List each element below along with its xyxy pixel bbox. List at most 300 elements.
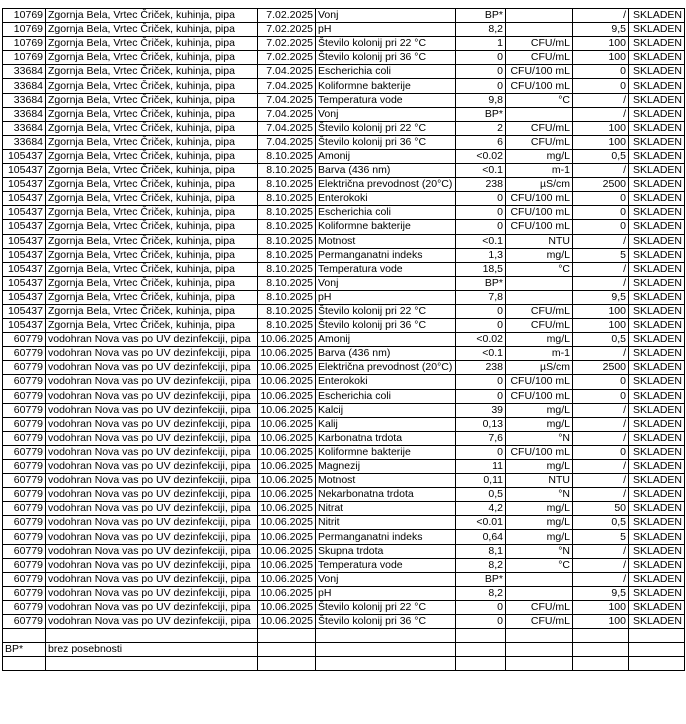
location-cell: vodohran Nova vas po UV dezinfekciji, pipa — [46, 502, 258, 516]
status-cell: SKLADEN — [629, 375, 685, 389]
unit-cell — [506, 586, 573, 600]
unit-cell — [506, 23, 573, 37]
sample-id-cell: 105437 — [3, 319, 46, 333]
parameter-cell: Temperatura vode — [316, 262, 456, 276]
status-cell: SKLADEN — [629, 600, 685, 614]
parameter-cell: Število kolonij pri 36 °C — [316, 615, 456, 629]
limit-value-cell: 0,5 — [573, 149, 629, 163]
status-cell: SKLADEN — [629, 431, 685, 445]
status-cell: SKLADEN — [629, 586, 685, 600]
unit-cell: °N — [506, 544, 573, 558]
table-row — [3, 93, 685, 107]
location-cell: Zgornja Bela, Vrtec Čriček, kuhinja, pipa — [46, 248, 258, 262]
sample-id-cell: 105437 — [3, 220, 46, 234]
status-cell: SKLADEN — [629, 290, 685, 304]
status-cell: SKLADEN — [629, 178, 685, 192]
table-row — [3, 276, 685, 290]
legend-row — [3, 643, 685, 657]
sample-date-cell: 7.04.2025 — [258, 79, 316, 93]
sample-id-cell: 105437 — [3, 178, 46, 192]
location-cell: vodohran Nova vas po UV dezinfekciji, pipa — [46, 375, 258, 389]
unit-cell: °C — [506, 262, 573, 276]
limit-value-cell: / — [573, 262, 629, 276]
result-value-cell: BP* — [456, 107, 506, 121]
parameter-cell: Amonij — [316, 149, 456, 163]
location-cell: Zgornja Bela, Vrtec Čriček, kuhinja, pipa — [46, 79, 258, 93]
parameter-cell: Vonj — [316, 107, 456, 121]
limit-value-cell: / — [573, 9, 629, 23]
unit-cell: mg/L — [506, 530, 573, 544]
parameter-cell: Število kolonij pri 22 °C — [316, 600, 456, 614]
location-cell: Zgornja Bela, Vrtec Čriček, kuhinja, pipa — [46, 65, 258, 79]
unit-cell: CFU/mL — [506, 304, 573, 318]
parameter-cell: Nitrat — [316, 502, 456, 516]
parameter-cell: Escherichia coli — [316, 65, 456, 79]
parameter-cell: Motnost — [316, 474, 456, 488]
sample-date-cell: 7.04.2025 — [258, 65, 316, 79]
sample-date-cell: 8.10.2025 — [258, 149, 316, 163]
parameter-cell: Escherichia coli — [316, 206, 456, 220]
result-value-cell: 4,2 — [456, 502, 506, 516]
result-value-cell: <0.1 — [456, 164, 506, 178]
sample-id-cell: 105437 — [3, 262, 46, 276]
sample-id-cell: 60779 — [3, 488, 46, 502]
status-cell: SKLADEN — [629, 389, 685, 403]
status-cell: SKLADEN — [629, 206, 685, 220]
sample-date-cell: 8.10.2025 — [258, 248, 316, 262]
sample-date-cell: 10.06.2025 — [258, 572, 316, 586]
sample-id-cell: 10769 — [3, 37, 46, 51]
result-value-cell: 0 — [456, 79, 506, 93]
unit-cell: °N — [506, 431, 573, 445]
sample-id-cell: 105437 — [3, 234, 46, 248]
parameter-cell: Nekarbonatna trdota — [316, 488, 456, 502]
table-row — [3, 51, 685, 65]
status-cell: SKLADEN — [629, 65, 685, 79]
result-value-cell: 7,6 — [456, 431, 506, 445]
result-value-cell: 8,1 — [456, 544, 506, 558]
parameter-cell: pH — [316, 23, 456, 37]
status-cell: SKLADEN — [629, 361, 685, 375]
table-row — [3, 417, 685, 431]
limit-value-cell: 100 — [573, 304, 629, 318]
result-value-cell: 9,8 — [456, 93, 506, 107]
sample-date-cell: 10.06.2025 — [258, 361, 316, 375]
unit-cell — [506, 276, 573, 290]
status-cell: SKLADEN — [629, 516, 685, 530]
table-row — [3, 206, 685, 220]
sample-id-cell: 60779 — [3, 417, 46, 431]
limit-value-cell: / — [573, 488, 629, 502]
sample-id-cell: 33684 — [3, 79, 46, 93]
table-row — [3, 361, 685, 375]
status-cell: SKLADEN — [629, 192, 685, 206]
sample-id-cell: 105437 — [3, 206, 46, 220]
unit-cell: CFU/mL — [506, 615, 573, 629]
result-value-cell: 0 — [456, 304, 506, 318]
location-cell: vodohran Nova vas po UV dezinfekciji, pipa — [46, 488, 258, 502]
sample-date-cell: 10.06.2025 — [258, 460, 316, 474]
unit-cell — [506, 572, 573, 586]
sample-date-cell: 8.10.2025 — [258, 178, 316, 192]
limit-value-cell: / — [573, 558, 629, 572]
results-body — [3, 9, 685, 629]
result-value-cell: 8,2 — [456, 586, 506, 600]
parameter-cell: Število kolonij pri 22 °C — [316, 37, 456, 51]
sample-id-cell: 105437 — [3, 304, 46, 318]
blank-row — [3, 657, 685, 671]
status-cell: SKLADEN — [629, 558, 685, 572]
result-value-cell: 0,11 — [456, 474, 506, 488]
status-cell: SKLADEN — [629, 9, 685, 23]
status-cell: SKLADEN — [629, 530, 685, 544]
parameter-cell: Nitrit — [316, 516, 456, 530]
status-cell: SKLADEN — [629, 93, 685, 107]
limit-value-cell: 0 — [573, 192, 629, 206]
status-cell: SKLADEN — [629, 488, 685, 502]
unit-cell: NTU — [506, 234, 573, 248]
result-value-cell: 0 — [456, 375, 506, 389]
sample-id-cell: 60779 — [3, 615, 46, 629]
sample-date-cell: 8.10.2025 — [258, 290, 316, 304]
status-cell: SKLADEN — [629, 164, 685, 178]
limit-value-cell: 0 — [573, 445, 629, 459]
sample-id-cell: 60779 — [3, 600, 46, 614]
sample-id-cell: 33684 — [3, 93, 46, 107]
parameter-cell: Escherichia coli — [316, 389, 456, 403]
status-cell: SKLADEN — [629, 107, 685, 121]
sample-date-cell: 7.04.2025 — [258, 135, 316, 149]
sample-date-cell: 8.10.2025 — [258, 262, 316, 276]
limit-value-cell: 5 — [573, 248, 629, 262]
sample-id-cell: 10769 — [3, 23, 46, 37]
sample-date-cell: 7.02.2025 — [258, 9, 316, 23]
sample-date-cell: 10.06.2025 — [258, 347, 316, 361]
table-row — [3, 192, 685, 206]
unit-cell: CFU/mL — [506, 319, 573, 333]
unit-cell: CFU/100 mL — [506, 65, 573, 79]
table-row — [3, 248, 685, 262]
sample-id-cell: 60779 — [3, 445, 46, 459]
limit-value-cell: 0 — [573, 206, 629, 220]
table-row — [3, 9, 685, 23]
status-cell: SKLADEN — [629, 276, 685, 290]
status-cell: SKLADEN — [629, 79, 685, 93]
status-cell: SKLADEN — [629, 149, 685, 163]
sample-date-cell: 8.10.2025 — [258, 234, 316, 248]
location-cell: vodohran Nova vas po UV dezinfekciji, pipa — [46, 417, 258, 431]
status-cell: SKLADEN — [629, 304, 685, 318]
unit-cell: CFU/100 mL — [506, 192, 573, 206]
result-value-cell: 238 — [456, 361, 506, 375]
sample-id-cell: 33684 — [3, 65, 46, 79]
limit-value-cell: / — [573, 474, 629, 488]
limit-value-cell: 0 — [573, 389, 629, 403]
location-cell: Zgornja Bela, Vrtec Čriček, kuhinja, pipa — [46, 107, 258, 121]
table-row — [3, 347, 685, 361]
unit-cell — [506, 9, 573, 23]
location-cell: vodohran Nova vas po UV dezinfekciji, pipa — [46, 474, 258, 488]
sample-id-cell: 60779 — [3, 375, 46, 389]
location-cell: vodohran Nova vas po UV dezinfekciji, pipa — [46, 361, 258, 375]
location-cell: vodohran Nova vas po UV dezinfekciji, pipa — [46, 530, 258, 544]
status-cell: SKLADEN — [629, 474, 685, 488]
unit-cell: m-1 — [506, 347, 573, 361]
limit-value-cell: 0,5 — [573, 516, 629, 530]
sample-date-cell: 8.10.2025 — [258, 192, 316, 206]
limit-value-cell: 2500 — [573, 178, 629, 192]
sample-date-cell: 10.06.2025 — [258, 445, 316, 459]
parameter-cell: Enterokoki — [316, 192, 456, 206]
table-row — [3, 460, 685, 474]
table-row — [3, 178, 685, 192]
result-value-cell: 0 — [456, 615, 506, 629]
status-cell: SKLADEN — [629, 417, 685, 431]
status-cell: SKLADEN — [629, 319, 685, 333]
limit-value-cell: / — [573, 544, 629, 558]
result-value-cell: BP* — [456, 572, 506, 586]
location-cell: Zgornja Bela, Vrtec Čriček, kuhinja, pipa — [46, 319, 258, 333]
status-cell: SKLADEN — [629, 51, 685, 65]
sample-id-cell: 10769 — [3, 51, 46, 65]
unit-cell: °C — [506, 93, 573, 107]
sample-date-cell: 10.06.2025 — [258, 586, 316, 600]
location-cell: Zgornja Bela, Vrtec Čriček, kuhinja, pipa — [46, 135, 258, 149]
location-cell: Zgornja Bela, Vrtec Čriček, kuhinja, pipa — [46, 262, 258, 276]
sample-id-cell: 33684 — [3, 121, 46, 135]
unit-cell: CFU/mL — [506, 51, 573, 65]
table-row — [3, 431, 685, 445]
sample-id-cell: 60779 — [3, 389, 46, 403]
result-value-cell: 0 — [456, 192, 506, 206]
result-value-cell: 2 — [456, 121, 506, 135]
limit-value-cell: 9,5 — [573, 586, 629, 600]
parameter-cell: Vonj — [316, 9, 456, 23]
location-cell: vodohran Nova vas po UV dezinfekciji, pipa — [46, 516, 258, 530]
table-row — [3, 445, 685, 459]
status-cell: SKLADEN — [629, 333, 685, 347]
unit-cell: NTU — [506, 474, 573, 488]
result-value-cell: BP* — [456, 276, 506, 290]
limit-value-cell: 2500 — [573, 361, 629, 375]
parameter-cell: pH — [316, 290, 456, 304]
result-value-cell: 8,2 — [456, 558, 506, 572]
table-row — [3, 234, 685, 248]
parameter-cell: Motnost — [316, 234, 456, 248]
table-row — [3, 304, 685, 318]
result-value-cell: 1 — [456, 37, 506, 51]
unit-cell: mg/L — [506, 417, 573, 431]
parameter-cell: Koliformne bakterije — [316, 220, 456, 234]
location-cell: Zgornja Bela, Vrtec Čriček, kuhinja, pipa — [46, 23, 258, 37]
table-row — [3, 544, 685, 558]
table-row — [3, 23, 685, 37]
location-cell: vodohran Nova vas po UV dezinfekciji, pipa — [46, 403, 258, 417]
table-row — [3, 290, 685, 304]
location-cell: Zgornja Bela, Vrtec Čriček, kuhinja, pipa — [46, 220, 258, 234]
parameter-cell: Skupna trdota — [316, 544, 456, 558]
unit-cell: CFU/100 mL — [506, 445, 573, 459]
table-row — [3, 403, 685, 417]
limit-value-cell: 5 — [573, 530, 629, 544]
limit-value-cell: 100 — [573, 615, 629, 629]
status-cell: SKLADEN — [629, 572, 685, 586]
status-cell: SKLADEN — [629, 544, 685, 558]
table-row — [3, 79, 685, 93]
status-cell: SKLADEN — [629, 502, 685, 516]
sample-date-cell: 10.06.2025 — [258, 530, 316, 544]
unit-cell: CFU/mL — [506, 600, 573, 614]
unit-cell — [506, 107, 573, 121]
status-cell: SKLADEN — [629, 615, 685, 629]
sample-id-cell: 60779 — [3, 516, 46, 530]
parameter-cell: Kalcij — [316, 403, 456, 417]
unit-cell: CFU/100 mL — [506, 206, 573, 220]
location-cell: vodohran Nova vas po UV dezinfekciji, pipa — [46, 558, 258, 572]
unit-cell: µS/cm — [506, 178, 573, 192]
unit-cell: mg/L — [506, 333, 573, 347]
result-value-cell: 7,8 — [456, 290, 506, 304]
parameter-cell: Temperatura vode — [316, 93, 456, 107]
sample-date-cell: 10.06.2025 — [258, 375, 316, 389]
result-value-cell: 0 — [456, 600, 506, 614]
limit-value-cell: / — [573, 93, 629, 107]
limit-value-cell: 100 — [573, 600, 629, 614]
location-cell: vodohran Nova vas po UV dezinfekciji, pipa — [46, 600, 258, 614]
sample-date-cell: 10.06.2025 — [258, 333, 316, 347]
result-value-cell: <0.01 — [456, 516, 506, 530]
table-row — [3, 558, 685, 572]
table-row — [3, 586, 685, 600]
sample-date-cell: 10.06.2025 — [258, 389, 316, 403]
status-cell: SKLADEN — [629, 220, 685, 234]
unit-cell: °C — [506, 558, 573, 572]
location-cell: vodohran Nova vas po UV dezinfekciji, pipa — [46, 544, 258, 558]
legend-code: BP* — [3, 643, 46, 657]
result-value-cell: 11 — [456, 460, 506, 474]
sample-id-cell: 60779 — [3, 572, 46, 586]
sample-date-cell: 8.10.2025 — [258, 276, 316, 290]
parameter-cell: Vonj — [316, 276, 456, 290]
table-row — [3, 37, 685, 51]
parameter-cell: Električna prevodnost (20°C) — [316, 178, 456, 192]
status-cell: SKLADEN — [629, 37, 685, 51]
sample-id-cell: 10769 — [3, 9, 46, 23]
sample-id-cell: 60779 — [3, 558, 46, 572]
limit-value-cell: / — [573, 572, 629, 586]
parameter-cell: Temperatura vode — [316, 558, 456, 572]
result-value-cell: 6 — [456, 135, 506, 149]
sample-id-cell: 60779 — [3, 361, 46, 375]
sample-id-cell: 60779 — [3, 333, 46, 347]
unit-cell: µS/cm — [506, 361, 573, 375]
status-cell: SKLADEN — [629, 248, 685, 262]
limit-value-cell: 100 — [573, 319, 629, 333]
parameter-cell: Koliformne bakterije — [316, 445, 456, 459]
limit-value-cell: 0 — [573, 65, 629, 79]
sample-id-cell: 60779 — [3, 544, 46, 558]
sample-id-cell: 60779 — [3, 431, 46, 445]
result-value-cell: 18,5 — [456, 262, 506, 276]
parameter-cell: Število kolonij pri 22 °C — [316, 304, 456, 318]
sample-date-cell: 10.06.2025 — [258, 544, 316, 558]
sample-date-cell: 7.04.2025 — [258, 93, 316, 107]
table-row — [3, 488, 685, 502]
sample-id-cell: 60779 — [3, 403, 46, 417]
location-cell: vodohran Nova vas po UV dezinfekciji, pipa — [46, 586, 258, 600]
limit-value-cell: 9,5 — [573, 23, 629, 37]
limit-value-cell: 50 — [573, 502, 629, 516]
limit-value-cell: / — [573, 347, 629, 361]
blank-row — [3, 629, 685, 643]
unit-cell: CFU/100 mL — [506, 389, 573, 403]
result-value-cell: <0.1 — [456, 347, 506, 361]
location-cell: Zgornja Bela, Vrtec Čriček, kuhinja, pipa — [46, 206, 258, 220]
sample-id-cell: 60779 — [3, 474, 46, 488]
status-cell: SKLADEN — [629, 347, 685, 361]
limit-value-cell: / — [573, 403, 629, 417]
sample-id-cell: 60779 — [3, 530, 46, 544]
location-cell: Zgornja Bela, Vrtec Čriček, kuhinja, pipa — [46, 276, 258, 290]
sample-date-cell: 7.02.2025 — [258, 37, 316, 51]
limit-value-cell: / — [573, 276, 629, 290]
location-cell: Zgornja Bela, Vrtec Čriček, kuhinja, pipa — [46, 178, 258, 192]
limit-value-cell: / — [573, 417, 629, 431]
table-row — [3, 135, 685, 149]
sample-id-cell: 33684 — [3, 135, 46, 149]
unit-cell: CFU/mL — [506, 37, 573, 51]
limit-value-cell: 100 — [573, 51, 629, 65]
status-cell: SKLADEN — [629, 23, 685, 37]
result-value-cell: 0 — [456, 445, 506, 459]
parameter-cell: Kalij — [316, 417, 456, 431]
parameter-cell: pH — [316, 586, 456, 600]
result-value-cell: 0,64 — [456, 530, 506, 544]
location-cell: vodohran Nova vas po UV dezinfekciji, pipa — [46, 460, 258, 474]
limit-value-cell: / — [573, 234, 629, 248]
location-cell: vodohran Nova vas po UV dezinfekciji, pipa — [46, 333, 258, 347]
result-value-cell: 0,13 — [456, 417, 506, 431]
sample-date-cell: 7.04.2025 — [258, 107, 316, 121]
result-value-cell: <0.02 — [456, 333, 506, 347]
table-row — [3, 600, 685, 614]
location-cell: Zgornja Bela, Vrtec Čriček, kuhinja, pipa — [46, 234, 258, 248]
limit-value-cell: 0 — [573, 220, 629, 234]
status-cell: SKLADEN — [629, 403, 685, 417]
table-row — [3, 572, 685, 586]
limit-value-cell: / — [573, 107, 629, 121]
parameter-cell: Permanganatni indeks — [316, 248, 456, 262]
sample-id-cell: 60779 — [3, 586, 46, 600]
parameter-cell: Magnezij — [316, 460, 456, 474]
sample-id-cell: 105437 — [3, 276, 46, 290]
unit-cell: CFU/100 mL — [506, 79, 573, 93]
result-value-cell: <0.02 — [456, 149, 506, 163]
result-value-cell: 0 — [456, 65, 506, 79]
status-cell: SKLADEN — [629, 121, 685, 135]
sample-date-cell: 8.10.2025 — [258, 220, 316, 234]
result-value-cell: 0,5 — [456, 488, 506, 502]
table-row — [3, 262, 685, 276]
table-row — [3, 121, 685, 135]
results-table — [2, 8, 685, 671]
table-row — [3, 375, 685, 389]
sample-id-cell: 60779 — [3, 460, 46, 474]
result-value-cell: 0 — [456, 206, 506, 220]
location-cell: Zgornja Bela, Vrtec Čriček, kuhinja, pipa — [46, 93, 258, 107]
limit-value-cell: 9,5 — [573, 290, 629, 304]
parameter-cell: Električna prevodnost (20°C) — [316, 361, 456, 375]
